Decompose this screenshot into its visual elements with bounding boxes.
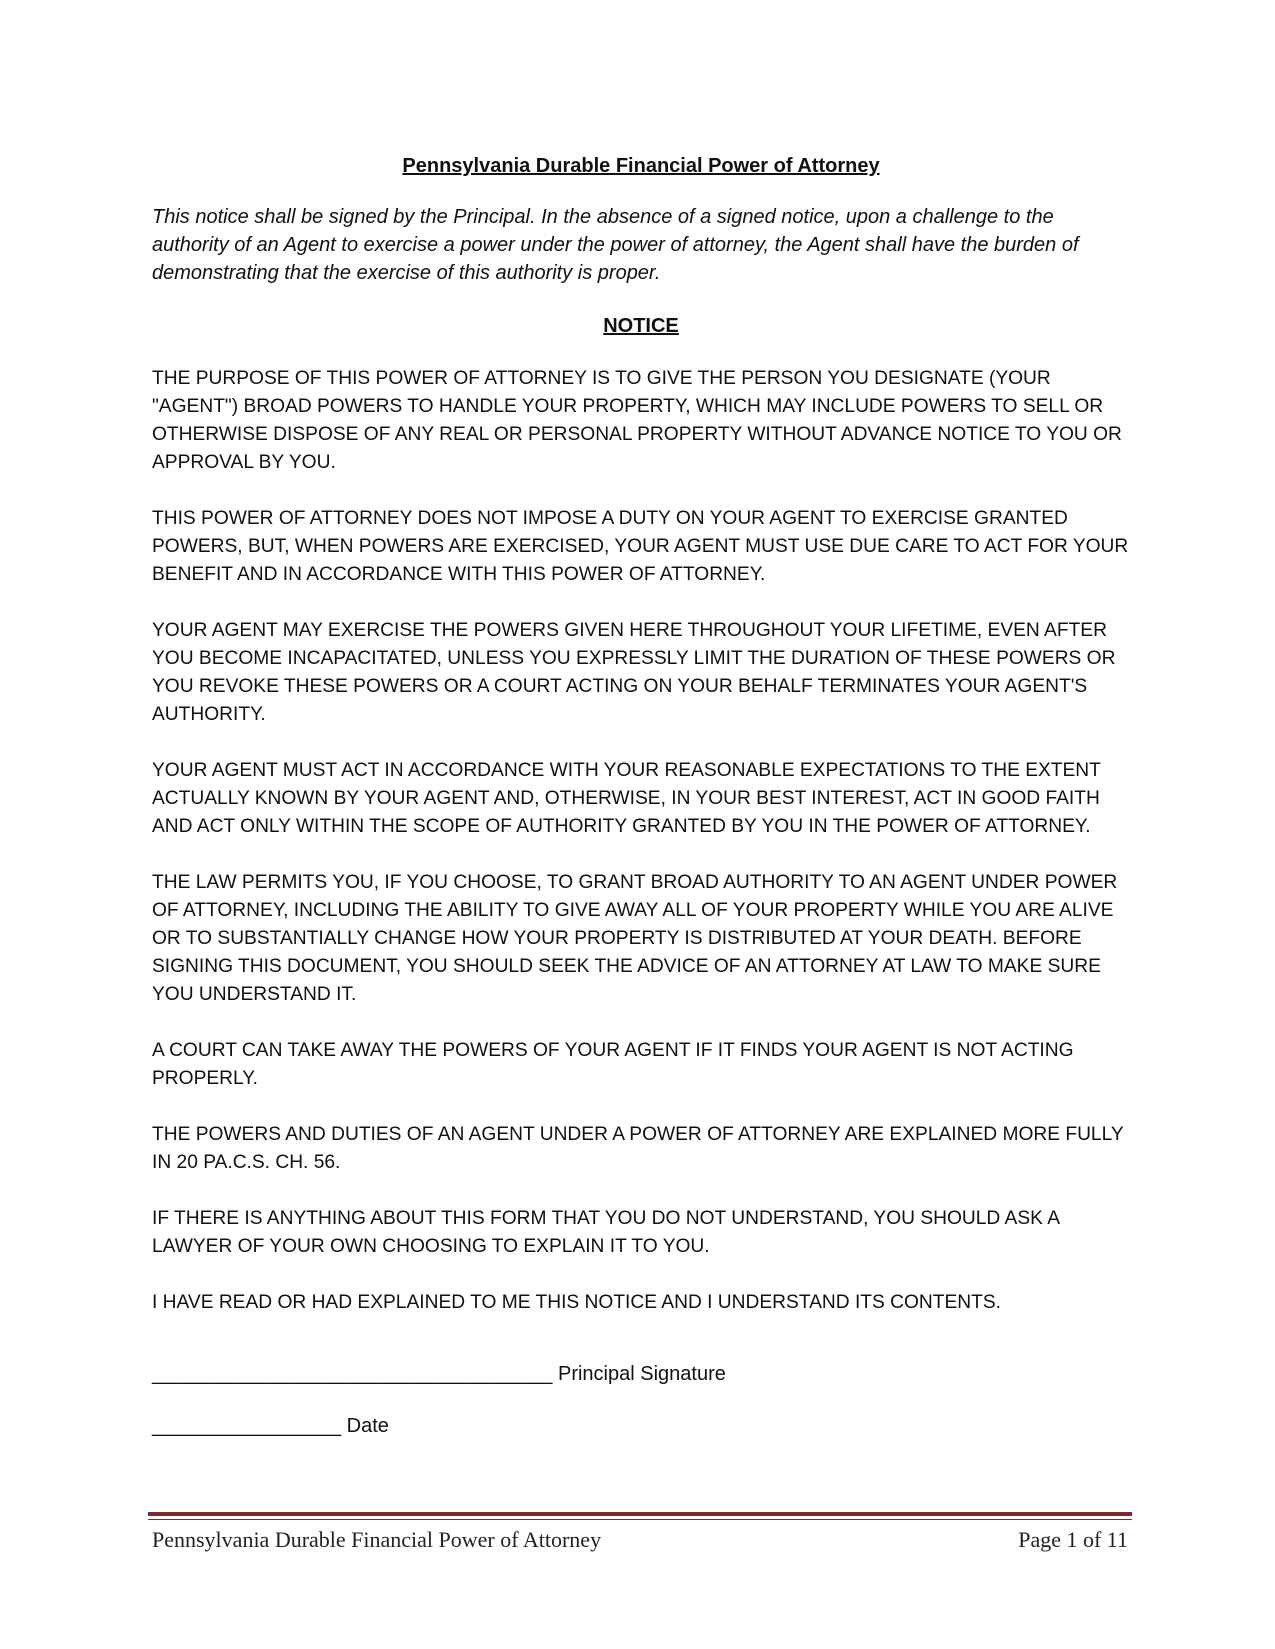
notice-paragraph-duty: THIS POWER OF ATTORNEY DOES NOT IMPOSE A DUTY ON YOUR AGENT TO EXERCISE GRANTED POWERS, BUT, WHEN POWERS ARE EXERCISED, YOUR AGENT MUST USE DUE CARE TO ACT FOR YOUR BENEFIT AND IN ACCORDANCE WITH THIS POWER OF ATTORNEY.	[152, 508, 1129, 585]
footer-page-number: Page 1 of 11	[1018, 1527, 1128, 1552]
notice-paragraph-duration: YOUR AGENT MAY EXERCISE THE POWERS GIVEN HERE THROUGHOUT YOUR LIFETIME, EVEN AFTER YOU BECOME INCAPACITATED, UNLESS YOU EXPRESSLY LIMIT THE DURATION OF THESE POWERS OR YOU REVOKE THESE POWERS OR A COURT ACTING ON YOUR BEHALF TERMINATES YOUR AGENT'S AUTHORITY.	[152, 620, 1116, 725]
notice-paragraph-acknowledgement: I HAVE READ OR HAD EXPLAINED TO ME THIS NOTICE AND I UNDERSTAND ITS CONTENTS.	[152, 1292, 1001, 1313]
notice-paragraph-law: THE LAW PERMITS YOU, IF YOU CHOOSE, TO GRANT BROAD AUTHORITY TO AN AGENT UNDER POWER OF ATTORNEY, INCLUDING THE ABILITY TO GIVE AWAY ALL OF YOUR PROPERTY WHILE YOU ARE ALIVE OR TO SUBSTANTIALLY CHANGE HOW YOUR PROPERTY IS DISTRIBUTED AT YOUR DEATH. BEFORE SIGNING THIS DOCUMENT, YOU SHOULD SEEK THE ADVICE OF AN ATTORNEY AT LAW TO MAKE SURE YOU UNDERSTAND IT.	[152, 872, 1118, 1005]
notice-heading: NOTICE	[603, 315, 679, 337]
notice-paragraph-court: A COURT CAN TAKE AWAY THE POWERS OF YOUR AGENT IF IT FINDS YOUR AGENT IS NOT ACTING PROPERLY.	[152, 1040, 1074, 1089]
notice-paragraphs	[152, 365, 1130, 1317]
notice-paragraph-expectations: YOUR AGENT MUST ACT IN ACCORDANCE WITH YOUR REASONABLE EXPECTATIONS TO THE EXTENT ACTUALLY KNOWN BY YOUR AGENT AND, OTHERWISE, IN YOUR BEST INTEREST, ACT IN GOOD FAITH AND ACT ONLY WITHIN THE SCOPE OF AUTHORITY GRANTED BY YOU IN THE POWER OF ATTORNEY.	[152, 760, 1101, 837]
page-footer	[152, 1526, 1128, 1554]
principal-signature-line[interactable]: ____________________________________ Principal Signature	[152, 1363, 726, 1385]
footer-divider-thin	[148, 1519, 1132, 1520]
intro-paragraph: This notice shall be signed by the Principal. In the absence of a signed notice, upon a challenge to the authority of an Agent to exercise a power under the power of attorney, the Agent shall have the burden of demonstrating that the exercise of this authority is proper.	[152, 206, 1079, 284]
notice-paragraph-purpose: THE PURPOSE OF THIS POWER OF ATTORNEY IS TO GIVE THE PERSON YOU DESIGNATE (YOUR "AGENT") BROAD POWERS TO HANDLE YOUR PROPERTY, WHICH MAY INCLUDE POWERS TO SELL OR OTHERWISE DISPOSE OF ANY REAL OR PERSONAL PROPERTY WITHOUT ADVANCE NOTICE TO YOU OR APPROVAL BY YOU.	[152, 368, 1122, 473]
notice-paragraph-lawyer: IF THERE IS ANYTHING ABOUT THIS FORM THAT YOU DO NOT UNDERSTAND, YOU SHOULD ASK A LAWYER OF YOUR OWN CHOOSING TO EXPLAIN IT TO YOU.	[152, 1208, 1059, 1257]
document-body	[152, 153, 1130, 1465]
document-title: Pennsylvania Durable Financial Power of Attorney	[402, 155, 880, 177]
date-line[interactable]: _________________ Date	[152, 1415, 389, 1437]
signature-block	[152, 1361, 1130, 1439]
footer-document-title: Pennsylvania Durable Financial Power of Attorney	[152, 1527, 602, 1552]
notice-paragraph-statute: THE POWERS AND DUTIES OF AN AGENT UNDER A POWER OF ATTORNEY ARE EXPLAINED MORE FULLY IN 20 PA.C.S. CH. 56.	[152, 1124, 1124, 1173]
footer-divider	[148, 1512, 1132, 1516]
